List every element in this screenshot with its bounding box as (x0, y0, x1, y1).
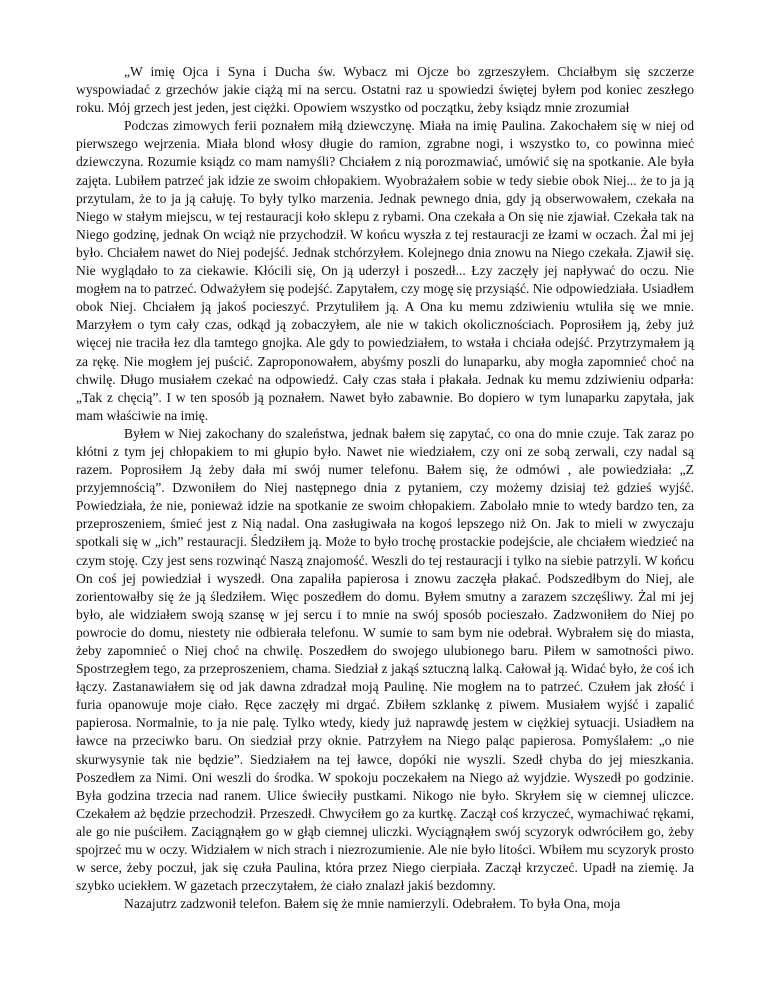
paragraph-next-day: Nazajutrz zadzwonił telefon. Bałem się że mnie namierzyli. Odebrałem. To była Ona, moja (124, 896, 621, 912)
paragraph-meeting-paulina: Podczas zimowych ferii poznałem miłą dziewczynę. Miała na imię Paulina. Zakochałem się w niej od pierwszego wejrzenia. Miała blond włosy długie do ramion, zgrabne nogi, i wszystko to, co powinna mieć dziewczyna. Rozumie ksiądz co mam namyśli? Chciałem z nią porozmawiać, umówić się na spotkanie. Ale była zajęta. Lubiłem patrzeć jak idzie ze swoim chłopakiem. Wyobrażałem sobie w tedy siebie obok Niej... że to ja ją przytulam, że to ja ją całuję. To były tylko marzenia. Jednak pewnego dnia, gdy ją obserwowałem, czekała na Niego w stałym miejscu, w tej restauracji koło sklepu z rybami. Ona czekała a On się nie zjawiał. Czekała tak na Niego godzinę, jednak On wciąż nie przychodził. W końcu wyszła z tej restauracji ze łzami w oczach. Żal mi jej było. Chciałem nawet do Niej podejść. Jednak stchórzyłem. Kolejnego dnia znowu na Niego czekała. Zjawił się. Nie wyglądało to za ciekawie. Kłócili się, On ją uderzył i poszedł... Łzy zaczęły jej napływać do oczu. Nie mogłem na to patrzeć. Odważyłem się podejść. Zapytałem, czy mogę się przysiąść. Nie odpowiedziała. Usiadłem obok Niej. Chciałem ją jakoś pocieszyć. Przytuliłem ją. A Ona ku memu zdziwieniu wtuliła się we mnie. Marzyłem o tym cały czas, odkąd ją zobaczyłem, ale nie w takich okolicznościach. Poprosiłem ją, żeby już więcej nie traciła łez dla tamtego gnojka. Ale gdy to powiedziałem, to wstała i chciała odejść. Przytrzymałem ją za rękę. Nie mogłem jej puścić. Zaproponowałem, abyśmy poszli do lunaparku, aby mogła zapomnieć choć na chwilę. Długo musiałem czekać na odpowiedź. Cały czas stała i płakała. Jednak ku memu zdziwieniu odparła: „Tak z chęcią”. I w ten sposób ją poznałem. Nawet było zabawnie. Bo dopiero w tym lunaparku zapytała, jak mam właściwie na imię. (76, 118, 694, 423)
paragraph-opening: „W imię Ojca i Syna i Ducha św. Wybacz mi Ojcze bo zgrzeszyłem. Chciałbym się szczerze wyspowiadać z grzechów jakie ciążą mi na sercu. Ostatni raz u spowiedzi świętej byłem pod koniec zeszłego roku. Mój grzech jest jeden, jest ciężki. Opowiem wszystko od początku, żeby ksiądz mnie zrozumiał (76, 64, 694, 116)
paragraph-the-crime: Byłem w Niej zakochany do szaleństwa, jednak bałem się zapytać, co ona do mnie czuje. Tak zaraz po kłótni z tym jej chłopakiem to mi głupio było. Nawet nie wiedziałem, czy oni ze sobą zerwali, czy nadal są razem. Poprosiłem Ją żeby dała mi swój numer telefonu. Bałem się, że odmówi , ale powiedziała: „Z przyjemnością”. Dzwoniłem do Niej następnego dnia z pytaniem, czy możemy dzisiaj też gdzieś wyjść. Powiedziała, że nie, ponieważ idzie na spotkanie ze swoim chłopakiem. Zabolało mnie to wtedy bardzo ten, za przeproszeniem, śmieć jest z Nią nadal. Ona zasługiwała na kogoś lepszego niż On. Jak to mieli w zwyczaju spotkali się w „ich” restauracji. Śledziłem ją. Może to było trochę prostackie podejście, ale chciałem wiedzieć na czym stoję. Czy jest sens rozwinąć Naszą znajomość. Weszli do tej restauracji i tylko na siebie patrzyli. W końcu On coś jej powiedział i wyszedł. Ona zapaliła papierosa i znowu zaczęła płakać. Podszedłbym do Niej, ale zorientowałby się że ją śledziłem. Więc poszedłem do domu. Byłem smutny a zarazem szczęśliwy. Żal mi jej było, ale widziałem swoją szansę w jej sercu i to mnie na swój sposób pocieszało. Zadzwoniłem do Niej po powrocie do domu, niestety nie odbierała telefonu. W sumie to sam bym nie odebrał. Wybrałem się do miasta, żeby zapomnieć o Niej choć na chwilę. Poszedłem do swojego ulubionego baru. Piłem w samotności piwo. Spostrzegłem tego, za przeproszeniem, chama. Siedział z jakąś sztuczną lalką. Całował ją. Widać było, że coś ich łączy. Zastanawiałem się od jak dawna zdradzał moją Paulinę. Nie mogłem na to patrzeć. Czułem jak złość i furia opanowuje moje ciało. Ręce zaczęły mi drgać. Zbiłem szklankę z piwem. Musiałem wyjść i zapalić papierosa. Normalnie, to ja nie palę. Tylko wtedy, kiedy już naprawdę jestem w ciężkiej sytuacji. Usiadłem na ławce na przeciwko baru. On siedział przy oknie. Patrzyłem na Niego paląc papierosa. Pomyślałem: „o nie skurwysynie tak nie będzie”. Siedziałem na tej ławce, dopóki nie wyszli. Szedł chyba do jej mieszkania. Poszedłem za Nimi. Oni weszli do środka. W spokoju poczekałem na Niego aż wyjdzie. Wyszedł po godzinie. Była godzina trzecia nad ranem. Ulice świeciły pustkami. Nikogo nie było. Skryłem się w ciemnej uliczce. Czekałem aż będzie przechodził. Przeszedł. Chwyciłem go za kurtkę. Zaczął coś krzyczeć, wymachiwać rękami, ale go nie puściłem. Zaciągnąłem go w głąb ciemnej uliczki. Wyciągnąłem swój scyzoryk odwróciłem go, żeby spojrzeć mu w oczy. Widziałem w nich strach i niezrozumienie. Ale nie było litości. Wbiłem mu scyzoryk prosto w serce, żeby poczuł, jak się czuła Paulina, która przez Niego cierpiała. Zaczął krzyczeć. Upadł na ziemię. Ja szybko uciekłem. W gazetach przeczytałem, że ciało znalazł jakiś bezdomny. (76, 425, 694, 894)
document-page (76, 63, 694, 913)
